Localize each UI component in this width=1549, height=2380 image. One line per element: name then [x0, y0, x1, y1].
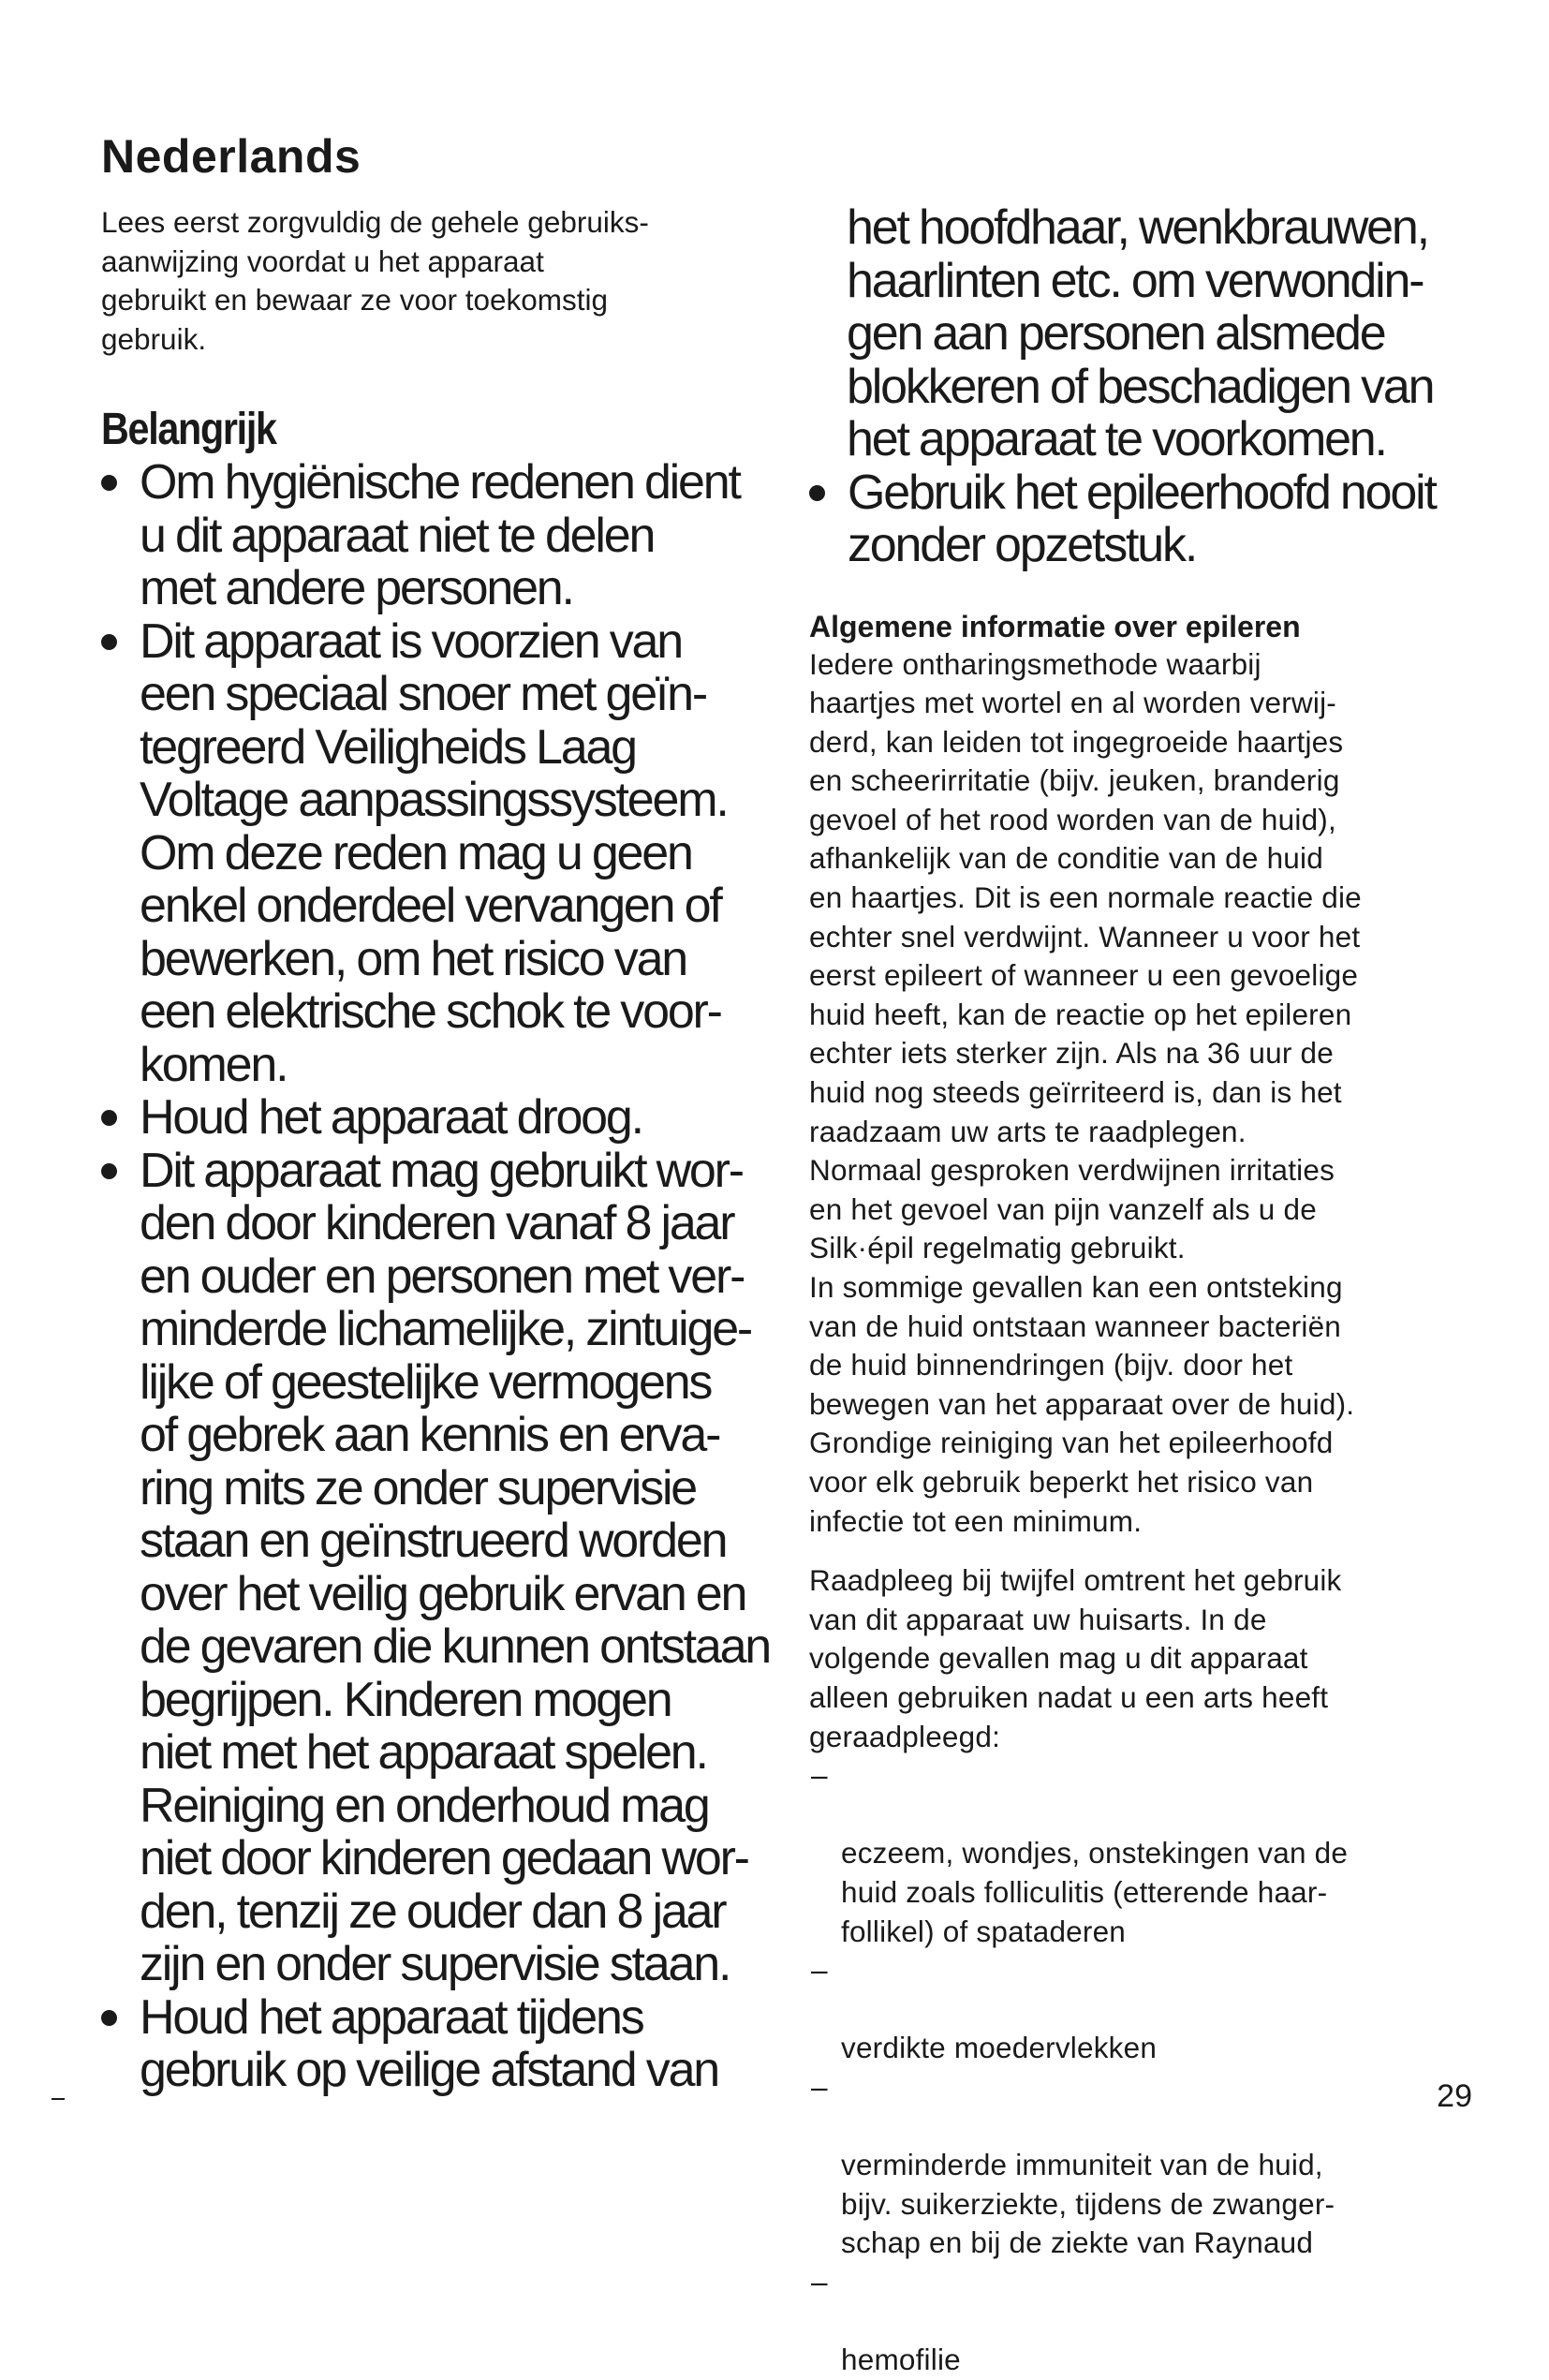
condition-text: verdikte moedervlekken [841, 2031, 1158, 2065]
condition-text: eczeem, wondjes, onstekingen van de huid zoals folliculitis (etterende haar- follikel) of spataderen [841, 1836, 1349, 1948]
condition-item [809, 1951, 1483, 2068]
intro-paragraph: Lees eerst zorgvuldig de gehele gebruiks- aanwijzing voordat u het apparaat gebruikt en bewaar ze voor toekomstig gebruik. [101, 205, 649, 356]
condition-item [809, 2263, 1483, 2380]
right-column [809, 201, 1483, 2380]
condition-text: hemofilie [841, 2343, 961, 2377]
condition-item [809, 2068, 1483, 2263]
bullet-dot-icon [101, 634, 117, 650]
bullet-dot-icon [101, 1163, 117, 1179]
important-title: Belangrijk [101, 405, 276, 454]
bullet-item-children [101, 1145, 775, 1991]
bullet-item-epilator-head [809, 466, 1483, 572]
language-title: Nederlands [101, 130, 361, 183]
dash-symbol: – [811, 2264, 828, 2299]
bullet-item-safety-cord [101, 615, 775, 1092]
crop-mark [52, 2098, 65, 2100]
conditions-list [809, 1756, 1483, 2380]
right-bullet-list [809, 466, 1483, 572]
section-title: Algemene informatie over epileren [809, 609, 1301, 643]
bullet-item-hygiene [101, 456, 775, 615]
page-number: 29 [1437, 2078, 1472, 2114]
bullet-text: Dit apparaat mag gebruikt wor- den door kinderen vanaf 8 jaar en ouder en personen met ver- minderde lichamelijke, zintuige- lijke of geestelijke vermogens of gebrek aan kennis en erva- ring mits ze onder supervisie staan en geïnstrueerd worden over het veilig gebruik ervan en de gevaren die kunnen ontstaan begrijpen. Kinderen mogen niet met het apparaat spelen. Reiniging en onderhoud mag niet door kinderen gedaan wor- den, tenzij ze ouder dan 8 jaar zijn en onder supervisie staan. [140, 1143, 771, 1991]
bullet-dot-icon [809, 485, 825, 501]
bullet-dot-icon [101, 1110, 117, 1126]
bullet-text: Houd het apparaat tijdens gebruik op veilige afstand van [140, 1989, 719, 2097]
important-bullet-list [101, 456, 775, 2097]
bullet-item-safe-distance [101, 1991, 775, 2097]
condition-text: verminderde immuniteit van de huid, bijv. suikerziekte, tijdens de zwanger- schap en bij de ziekte van Raynaud [841, 2148, 1335, 2260]
bullet-dot-icon [101, 2010, 117, 2026]
bullet-item-keep-dry [101, 1091, 775, 1145]
left-column [101, 126, 775, 2097]
continued-bullet-text: het hoofdhaar, wenkbrauwen, haarlinten etc. om verwondin- gen aan personen alsmede blokkeren of beschadigen van het apparaat te voorkomen. [847, 200, 1434, 466]
bullet-text: Houd het apparaat droog. [140, 1090, 642, 1145]
bullet-text: Gebruik het epileerhoofd nooit zonder opzetstuk. [848, 465, 1436, 572]
bullet-text: Om hygiënische redenen dient u dit apparaat niet te delen met andere personen. [140, 455, 740, 615]
consult-paragraph: Raadpleeg bij twijfel omtrent het gebruik van dit apparaat uw huisarts. In de volgende gevallen mag u dit apparaat alleen gebruiken nadat u een arts heeft geraadpleegd: [809, 1563, 1342, 1753]
condition-item [809, 1756, 1483, 1951]
bullet-dot-icon [101, 475, 117, 491]
dash-symbol: – [811, 2069, 828, 2104]
dash-symbol: – [811, 1953, 828, 1988]
dash-symbol: – [811, 1758, 828, 1793]
bullet-text: Dit apparaat is voorzien van een speciaal snoer met geïn- tegreerd Veiligheids Laag Voltage aanpassingssysteem. Om deze reden mag u geen enkel onderdeel vervangen of bewerken, om het risico van een elektrische schok te voor- komen. [140, 613, 728, 1092]
info-paragraph: Iedere ontharingsmethode waarbij haartjes met wortel en al worden verwij- derd, kan leiden tot ingegroeide haartjes en scheerirritatie (bijv. jeuken, branderig gevoel of het rood worden van de huid), afhankelijk van de conditie van de huid en haartjes. Dit is een normale reactie die echter snel verdwijnt. Wanneer u voor het eerst epileert of wanneer u een gevoelige huid heeft, kan de reactie op het epileren echter iets sterker zijn. Als na 36 uur de huid nog steeds geïrriteerd is, dan is het raadzaam uw arts te raadplegen. Normaal gesproken verdwijnen irritaties en het gevoel van pijn vanzelf als u de Silk·épil regelmatig gebruikt. In sommige gevallen kan een ontsteking van de huid ontstaan wanneer bacteriën de huid binnendringen (bijv. door het bewegen van het apparaat over de huid). Grondige reiniging van het epileerhoofd voor elk gebruik beperkt het risico van infectie tot een minimum. [809, 646, 1362, 1538]
